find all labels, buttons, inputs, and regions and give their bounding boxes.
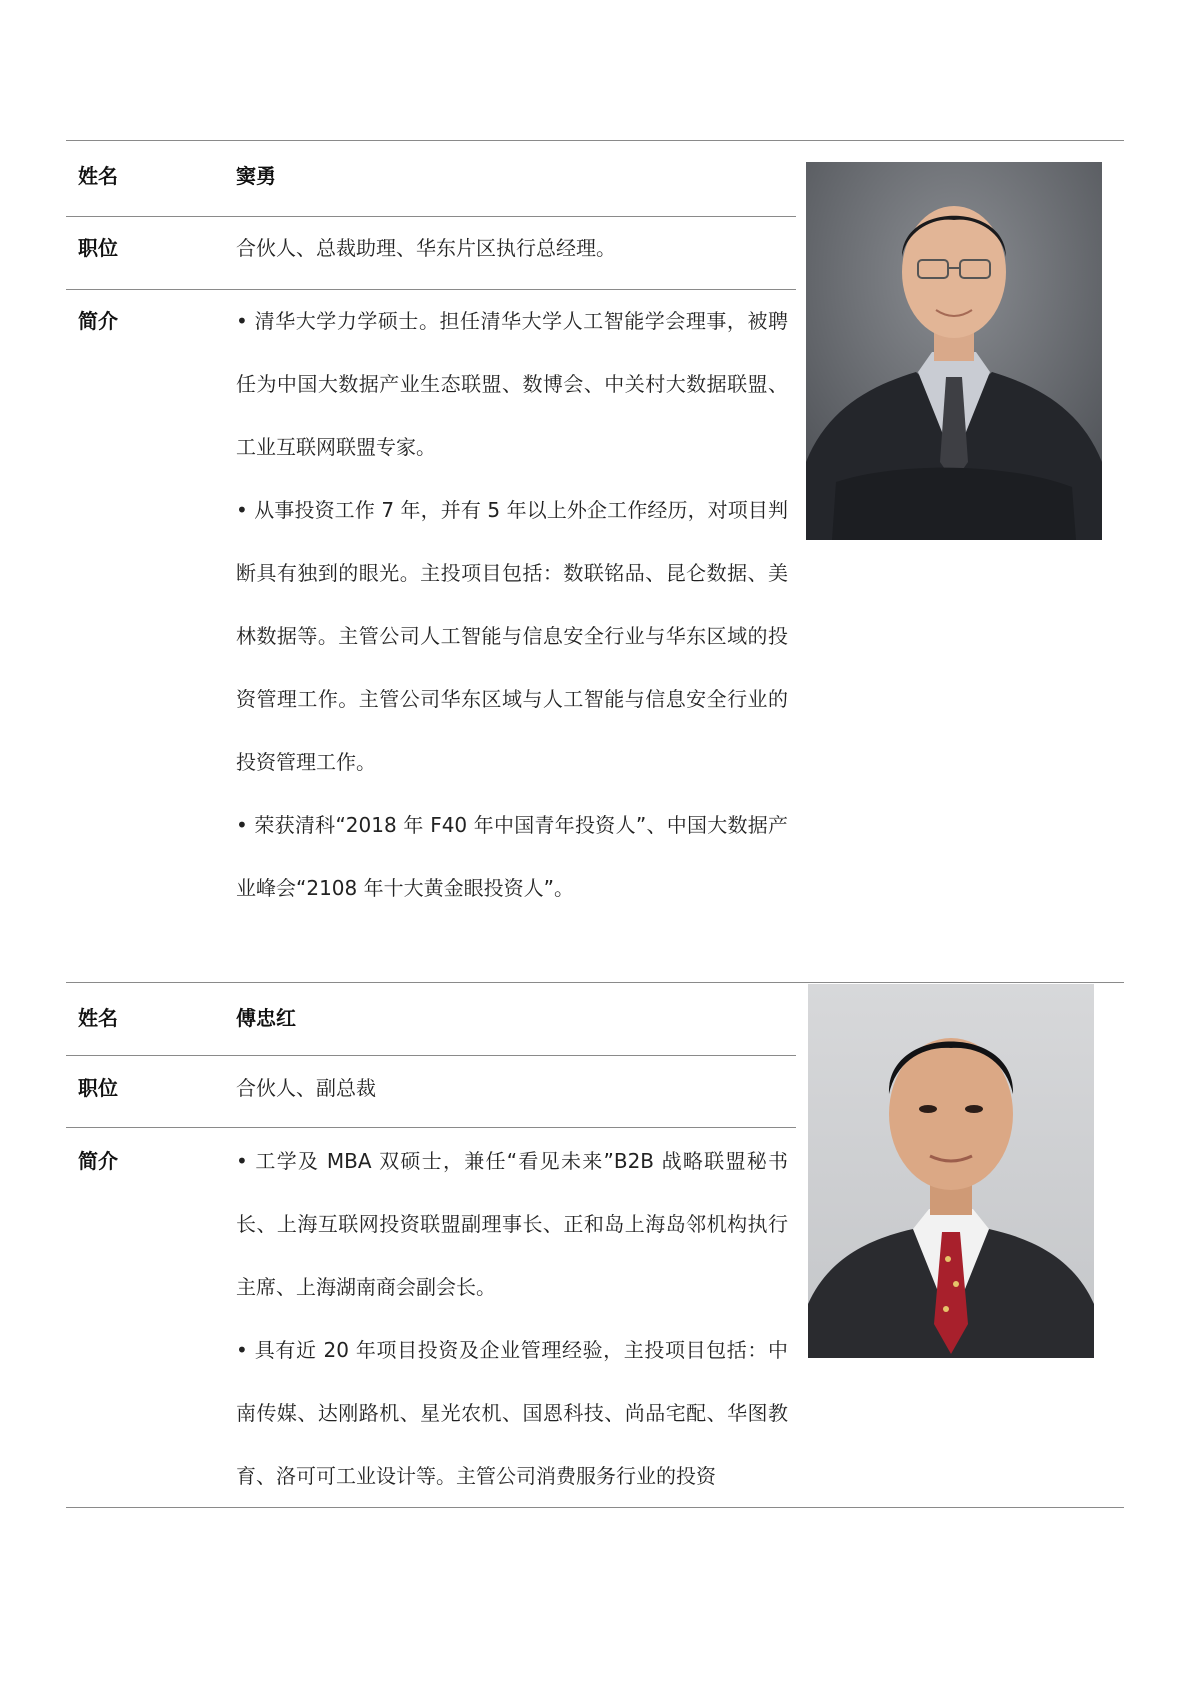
position-label: 职位 — [78, 1076, 118, 1100]
bio-paragraph: • 具有近 20 年项目投资及企业管理经验，主投项目包括：中南传媒、达刚路机、星光农机、国恩科技、尚品宅配、华图教育、洛可可工业设计等。主管公司消费服务行业的投资 — [236, 1338, 788, 1488]
row-divider — [66, 1127, 796, 1128]
bio-paragraph: • 清华大学力学硕士。担任清华大学人工智能学会理事，被聘任为中国大数据产业生态联盟、数博会、中关村大数据联盟、工业互联网联盟专家。 — [236, 309, 788, 459]
bio-paragraph: • 荣获清科“2018 年 F40 年中国青年投资人”、中国大数据产业峰会“2108 年十大黄金眼投资人”。 — [236, 813, 788, 900]
position-label: 职位 — [78, 236, 118, 260]
person-name: 窦勇 — [236, 164, 276, 188]
name-label: 姓名 — [78, 1006, 118, 1030]
person-bio — [236, 1130, 788, 1488]
profile-card — [66, 140, 1124, 940]
bio-paragraph: • 工学及 MBA 双硕士，兼任“看见未来”B2B 战略联盟秘书长、上海互联网投资联盟副理事长、正和岛上海岛邻机构执行主席、上海湖南商会副会长。 — [236, 1149, 788, 1299]
bio-label: 简介 — [78, 309, 118, 333]
bottom-divider — [66, 1507, 1124, 1508]
person-position: 合伙人、总裁助理、华东片区执行总经理。 — [236, 236, 616, 260]
bio-label: 简介 — [78, 1149, 118, 1173]
person-bio — [236, 290, 788, 920]
person-name: 傅忠红 — [236, 1006, 296, 1030]
person-position: 合伙人、副总裁 — [236, 1076, 376, 1100]
portrait-photo — [806, 162, 1102, 540]
top-divider — [66, 140, 1124, 141]
bio-paragraph: • 从事投资工作 7 年，并有 5 年以上外企工作经历，对项目判断具有独到的眼光。主投项目包括：数联铭品、昆仑数据、美林数据等。主管公司人工智能与信息安全行业与华东区域的投资管理工作。主管公司华东区域与人工智能与信息安全行业的投资管理工作。 — [236, 498, 788, 774]
row-divider — [66, 216, 796, 217]
row-divider — [66, 1055, 796, 1056]
portrait-photo — [808, 984, 1094, 1358]
name-label: 姓名 — [78, 164, 118, 188]
profile-card — [66, 982, 1124, 1512]
top-divider — [66, 982, 1124, 983]
